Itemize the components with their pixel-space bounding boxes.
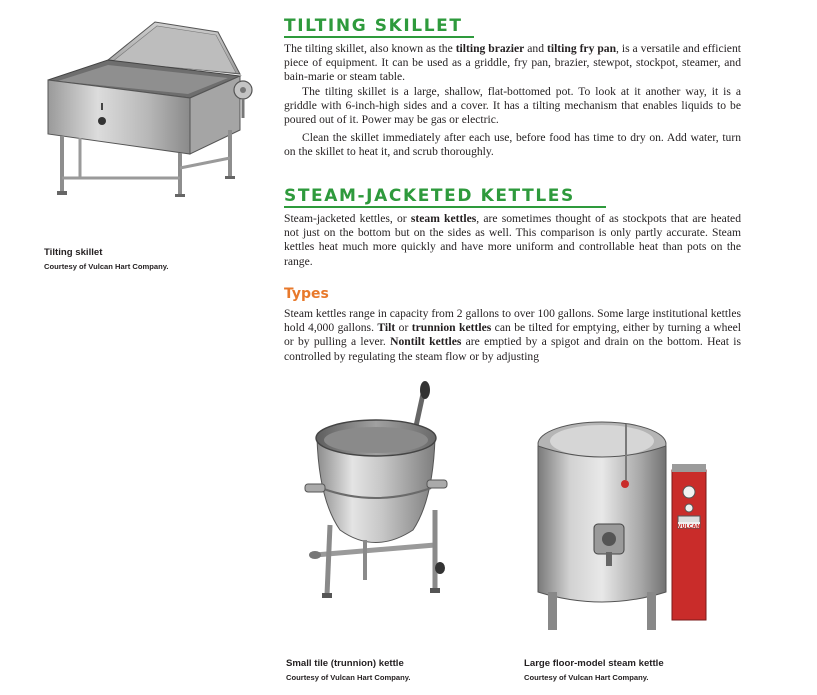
skillet-caption-credit: Courtesy of Vulcan Hart Company. — [44, 262, 169, 271]
tilting-skillet-paragraph-2: The tilting skillet is a large, shallow, flat-bottomed pot. To look at it another way, it is a griddle with 6-inch-high sides and a cover. It has a tilting mechanism that enables liquids to be poured out of it. Power may be gas or electric. — [284, 85, 741, 127]
large-steam-kettle-photo — [522, 412, 717, 634]
vulcan-brand-label: VULCAN — [677, 524, 701, 530]
steam-kettles-paragraph-1: Steam-jacketed kettles, or steam kettles, are sometimes thought of as stockpots that are heated not just on the bottom but on the sides as well. This comparison is only partly accurate. Steam kettles heat much more quickly and have more uniform and controllable heat than pots on the range. — [284, 212, 741, 268]
large-kettle-caption-credit: Courtesy of Vulcan Hart Company. — [524, 673, 649, 682]
types-subheading: Types — [284, 286, 329, 302]
small-trunnion-kettle-photo — [295, 380, 470, 605]
tilting-skillet-paragraph-1: The tilting skillet, also known as the tilting brazier and tilting fry pan, is a versatile and efficient piece of equipment. It can be used as a griddle, fry pan, brazier, stewpot, stockpot, steamer, and bain-marie or steam table. — [284, 42, 741, 84]
types-paragraph-1: Steam kettles range in capacity from 2 gallons to over 100 gallons. Some large institutional kettles hold 4,000 gallons. Tilt or trunnion kettles can be tilted for emptying, either by turning a wheel or by pulling a lever. Nontilt kettles are emptied by a spigot and drain on the bottom. Heat is controlled by regulating the steam flow or by adjusting — [284, 307, 742, 363]
tilting-skillet-paragraph-3: Clean the skillet immediately after each use, before food has time to dry on. Add water, turn on the skillet to heat it, and scrub thoroughly. — [284, 131, 741, 159]
skillet-caption-title: Tilting skillet — [44, 247, 103, 258]
steam-kettles-heading: STEAM-JACKETED KETTLES — [284, 186, 575, 206]
large-kettle-caption-title: Large floor-model steam kettle — [524, 658, 664, 669]
tilting-skillet-heading: TILTING SKILLET — [284, 16, 463, 36]
steam-kettles-rule — [284, 206, 606, 208]
tilting-skillet-photo — [40, 18, 260, 198]
tilting-skillet-rule — [284, 36, 474, 38]
small-kettle-caption-title: Small tile (trunnion) kettle — [286, 658, 404, 669]
small-kettle-caption-credit: Courtesy of Vulcan Hart Company. — [286, 673, 411, 682]
